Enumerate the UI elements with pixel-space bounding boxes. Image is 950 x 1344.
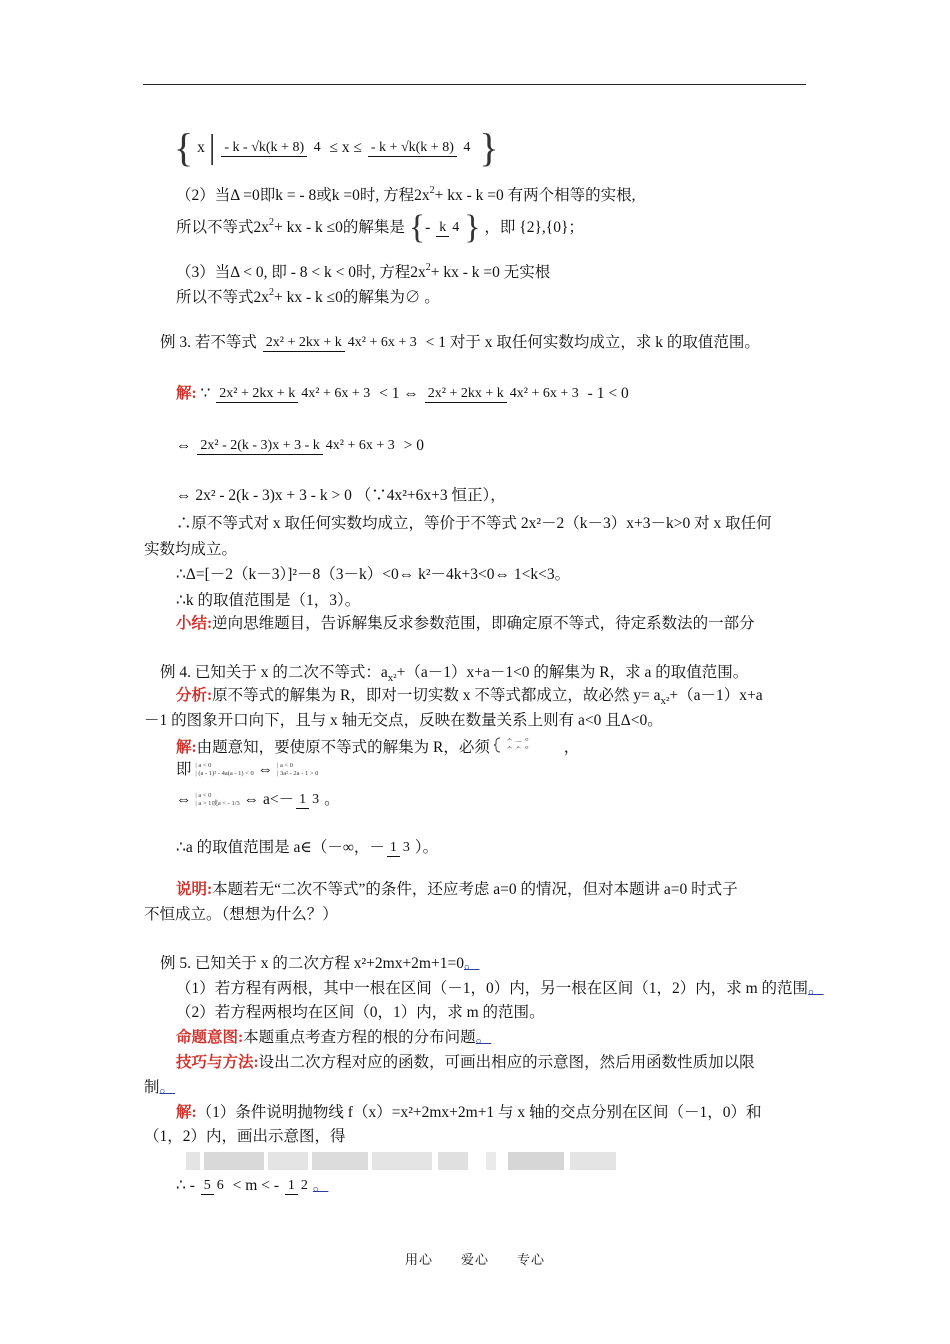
ex4-solution: 解:由题意知，要使原不等式的解集为 R，必须 ᄉ ᅳ ᄋ ᄉ ᄉ ᄋ ， [176, 736, 579, 760]
case2-line1: （2）当Δ =0即k = - 8或k =0时, 方程2x2+ kx - k =0 有两个相等的实根, [176, 185, 636, 204]
right-brace: } [479, 125, 499, 170]
brace-open: { [408, 209, 426, 246]
left-brace: { [174, 125, 194, 170]
five-sixths: 5 6 [201, 1176, 227, 1196]
svg-text:ᄉ ᄉ ᄋ: ᄉ ᄉ ᄋ [505, 747, 530, 754]
ex5-question1: （1）若方程有两根，其中一根在区间（－1，0）内，另一根在区间（1，2）内，求 m 的范围。 [176, 980, 824, 997]
ex5-solution: 解:（1）条件说明抛物线 f（x）=x²+2mx+2m+1 与 x 轴的交点分别在区间（－1，0）和 [176, 1104, 762, 1121]
ex4-analysis: 分析:原不等式的解集为 R，即对一切实数 x 不等式都成立，故必然 y= ax²+（a－1）x+a [176, 687, 763, 707]
blur-block [204, 1152, 264, 1170]
blur-block [486, 1152, 496, 1170]
example5-statement: 例 5. 已知关于 x 的二次方程 x²+2mx+2m+1=0。 [160, 955, 480, 972]
case2-line2: 所以不等式2x2+ kx - k ≤0的解集是 {- k 4 } ，即 {2},{0}； [176, 209, 584, 246]
blur-block [570, 1152, 616, 1170]
blur-block [438, 1152, 468, 1170]
ex5-method: 技巧与方法:设出二次方程对应的函数，可画出相应的示意图，然后用函数性质加以限 [176, 1054, 755, 1071]
minus-sign: - [425, 218, 431, 236]
ex3-step6: ∴Δ=[－2（k－3）]²－8（3－k）<0⇔ k²－4k+3<0⇔ 1<k<3。 [176, 566, 571, 583]
ex5-question2: （2）若方程两根均在区间（0，1）内，求 m 的范围。 [176, 1004, 545, 1021]
one-third: 1 3 [296, 790, 322, 810]
ex4-note-line2: 不恒成立。（想想为什么？） [144, 906, 338, 923]
k-over-4: k 4 [436, 218, 462, 238]
ex3-fraction: 2x² + 2kx + k 4x² + 6x + 3 [263, 333, 420, 353]
blur-block [186, 1152, 200, 1170]
ex3-step1: 解: ∵ 2x² + 2kx + k 4x² + 6x + 3 < 1 ⇔ 2x² + 2kx + k 4x² + 6x + 3 - 1 < 0 [176, 384, 629, 404]
system-3: | a < 0 | a > 1或a < - 1/3 [195, 792, 240, 808]
case3-line2: 所以不等式2x2+ kx - k ≤0的解集为∅ 。 [176, 287, 440, 306]
set-bar: | [208, 129, 216, 166]
ex4-system-step: 即 | a < 0 | (a - 1)² - 4a(a - 1) < 0 ⇔ | a < 0 | 3a² - 2a - 1 > 0 [176, 761, 319, 778]
ex4-range: ∴a 的取值范围是 a∈（－∞，－ 1 3 ）。 [176, 838, 438, 858]
ex3-step1-frac-a: 2x² + 2kx + k 4x² + 6x + 3 [216, 384, 373, 404]
ex4-note: 说明:本题若无“二次不等式”的条件，还应考虑 a=0 的情况，但对本题讲 a=0 时式子 [176, 881, 738, 898]
root-fraction-lower: - k - √k(k + 8) 4 [221, 138, 323, 158]
ex4-analysis-line2: －1 的图象开口向下，且与 x 轴无交点，反映在数量关系上则有 a<0 且Δ<0。 [144, 712, 663, 729]
blur-block [268, 1152, 308, 1170]
ex3-step2: ⇔ 2x² - 2(k - 3)x + 3 - k 4x² + 6x + 3 > 0 [176, 436, 424, 456]
set-range-sign: ≤ x ≤ [329, 138, 363, 156]
ex3-step3: ⇔ 2x² - 2(k - 3)x + 3 - k > 0 （∵4x²+6x+3 恒正）， [176, 487, 506, 504]
blur-block [372, 1152, 432, 1170]
ex3-step1-frac-b: 2x² + 2kx + k 4x² + 6x + 3 [425, 384, 582, 404]
blur-block [312, 1152, 368, 1170]
one-third-range: 1 3 [387, 838, 413, 858]
solution-set-line [174, 125, 499, 170]
blur-block [508, 1152, 564, 1170]
header-rule [143, 84, 806, 85]
blurred-system-glyph [494, 736, 564, 754]
example3-statement: 例 3. 若不等式 2x² + 2kx + k 4x² + 6x + 3 < 1 对于 x 取任何实数均成立，求 k 的取值范围。 [160, 333, 760, 353]
svg-text:ᄉ ᅳ ᄋ: ᄉ ᅳ ᄋ [505, 739, 530, 746]
ex5-intent: 命题意图:本题重点考查方程的根的分布问题。 [176, 1029, 492, 1046]
page-footer: 用心 爱心 专心 [404, 1252, 545, 1267]
ex5-method-line2: 制。 [144, 1079, 176, 1096]
root-fraction-upper: - k + √k(k + 8) 4 [368, 138, 473, 158]
ex3-step4: ∴原不等式对 x 取任何实数均成立，等价于不等式 2x²－2（k－3）x+3－k>0 对 x 取任何 [176, 515, 772, 532]
system-2: | a < 0 | 3a² - 2a - 1 > 0 [277, 762, 319, 778]
ex3-step2-frac: 2x² - 2(k - 3)x + 3 - k 4x² + 6x + 3 [197, 436, 397, 456]
set-var: x [197, 138, 205, 156]
example4-statement: 例 4. 已知关于 x 的二次不等式：ax²+（a－1）x+a－1<0 的解集为 R，求 a 的取值范围。 [160, 664, 749, 684]
brace-close: } [464, 209, 481, 246]
one-half: 1 2 [285, 1176, 311, 1196]
ex4-system-result: ⇔ | a < 0 | a > 1或a < - 1/3 ⇔ a<－ 1 3 。 [176, 790, 340, 810]
ex3-summary: 小结:逆向思维题目，告诉解集反求参数范围，即确定原不等式，待定系数法的一部分 [176, 615, 755, 632]
ex3-step7: ∴k 的取值范围是（1，3）。 [176, 592, 361, 609]
system-1: | a < 0 | (a - 1)² - 4a(a - 1) < 0 [195, 762, 254, 778]
condition-glyph-image [494, 736, 564, 760]
ex5-solution-line2: （1，2）内，画出示意图，得 [144, 1128, 346, 1145]
ex5-result: ∴ - 5 6 < m < - 1 2 。 [176, 1176, 328, 1196]
case3-line1: （3）当Δ < 0, 即 - 8 < k < 0时, 方程2x2+ kx - k =0 无实根 [176, 262, 551, 281]
ex3-step5: 实数均成立。 [144, 541, 238, 558]
